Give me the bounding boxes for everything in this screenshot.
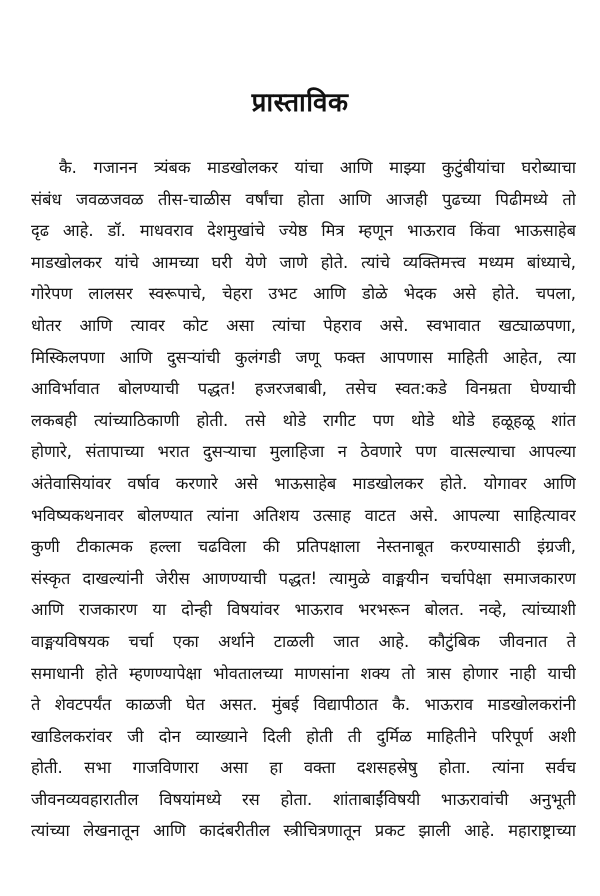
page-title: प्रास्ताविक (251, 88, 349, 118)
text-line: खाडिलकरांवर जी दोन व्याख्याने दिली होती ती दुर्मिळ माहितीने परिपूर्ण अशी (31, 726, 576, 746)
text-line: कुणी टीकात्मक हल्ला चढविला की प्रतिपक्षाला नेस्तनाबूत करण्यासाठी इंग्रजी, (31, 537, 576, 557)
body-paragraph (31, 152, 576, 847)
text-line: ते शेवटपर्यंत काळजी घेत असत. मुंबई विद्यापीठात कै. भाऊराव माडखोलकरांनी (31, 695, 576, 715)
text-line: दृढ आहे. डॉ. माधवराव देशमुखांचे ज्येष्ठ मित्र म्हणून भाऊराव किंवा भाऊसाहेब (31, 221, 576, 241)
text-line: मिस्किलपणा आणि दुसऱ्यांची कुलंगडी जणू फक्त आपणास माहिती आहेत, त्या (31, 347, 576, 367)
text-line: गोरेपण लालसर स्वरूपाचे, चेहरा उभट आणि डोळे भेदक असे होते. चपला, (31, 284, 576, 304)
text-line: वाङ्मयविषयक चर्चा एका अर्थाने टाळली जात आहे. कौटुंबिक जीवनात ते (31, 631, 576, 651)
text-line: अंतेवासियांवर वर्षाव करणारे असे भाऊसाहेब माडखोलकर होते. योगावर आणि (31, 473, 576, 493)
text-line: लकबही त्यांच्याठिकाणी होती. तसे थोडे रागीट पण थोडे थोडे हळूहळू शांत (31, 410, 576, 430)
text-line: धोतर आणि त्यावर कोट असा त्यांचा पेहराव असे. स्वभावात खट्याळपणा, (31, 315, 576, 335)
text-line: त्यांच्या लेखनातून आणि कादंबरीतील स्त्रीचित्रणातून प्रकट झाली आहे. महाराष्ट्राच्या (31, 821, 576, 841)
text-line: आविर्भावात बोलण्याची पद्धत! हजरजबाबी, तसेच स्वत:कडे विनम्रता घेण्याची (31, 379, 576, 399)
text-line: माडखोलकर यांचे आमच्या घरी येणे जाणे होते. त्यांचे व्यक्तिमत्त्व मध्यम बांध्याचे, (31, 252, 576, 272)
text-line: कै. गजानन त्र्यंबक माडखोलकर यांचा आणि माझ्या कुटुंबीयांचा घरोब्याचा (59, 158, 576, 177)
text-line: संस्कृत दाखल्यांनी जेरीस आणण्याची पद्धत! त्यामुळे वाङ्मयीन चर्चापेक्षा समाजकारण (31, 568, 576, 588)
text-line: भविष्यकथनावर बोलण्यात त्यांना अतिशय उत्साह वाटत असे. आपल्या साहित्यावर (31, 505, 576, 525)
text-line: होणारे, संतापाच्या भरात दुसऱ्याचा मुलाहिजा न ठेवणारे पण वात्सल्याचा आपल्या (31, 442, 576, 462)
text-line: आणि राजकारण या दोन्ही विषयांवर भाऊराव भरभरून बोलत. नव्हे, त्यांच्याशी (31, 600, 576, 620)
text-line: संबंध जवळजवळ तीस-चाळीस वर्षांचा होता आणि आजही पुढच्या पिढीमध्ये तो (31, 189, 576, 209)
text-line: होती. सभा गाजविणारा असा हा वक्ता दशसहस्रेषु होता. त्यांना सर्वच (31, 758, 576, 778)
text-line: समाधानी होते म्हणण्यापेक्षा भोवतालच्या माणसांना शक्य तो त्रास होणार नाही याची (31, 663, 576, 683)
text-line: जीवनव्यवहारातील विषयांमध्ये रस होता. शांताबाईंविषयी भाऊरावांची अनुभूती (31, 789, 576, 809)
